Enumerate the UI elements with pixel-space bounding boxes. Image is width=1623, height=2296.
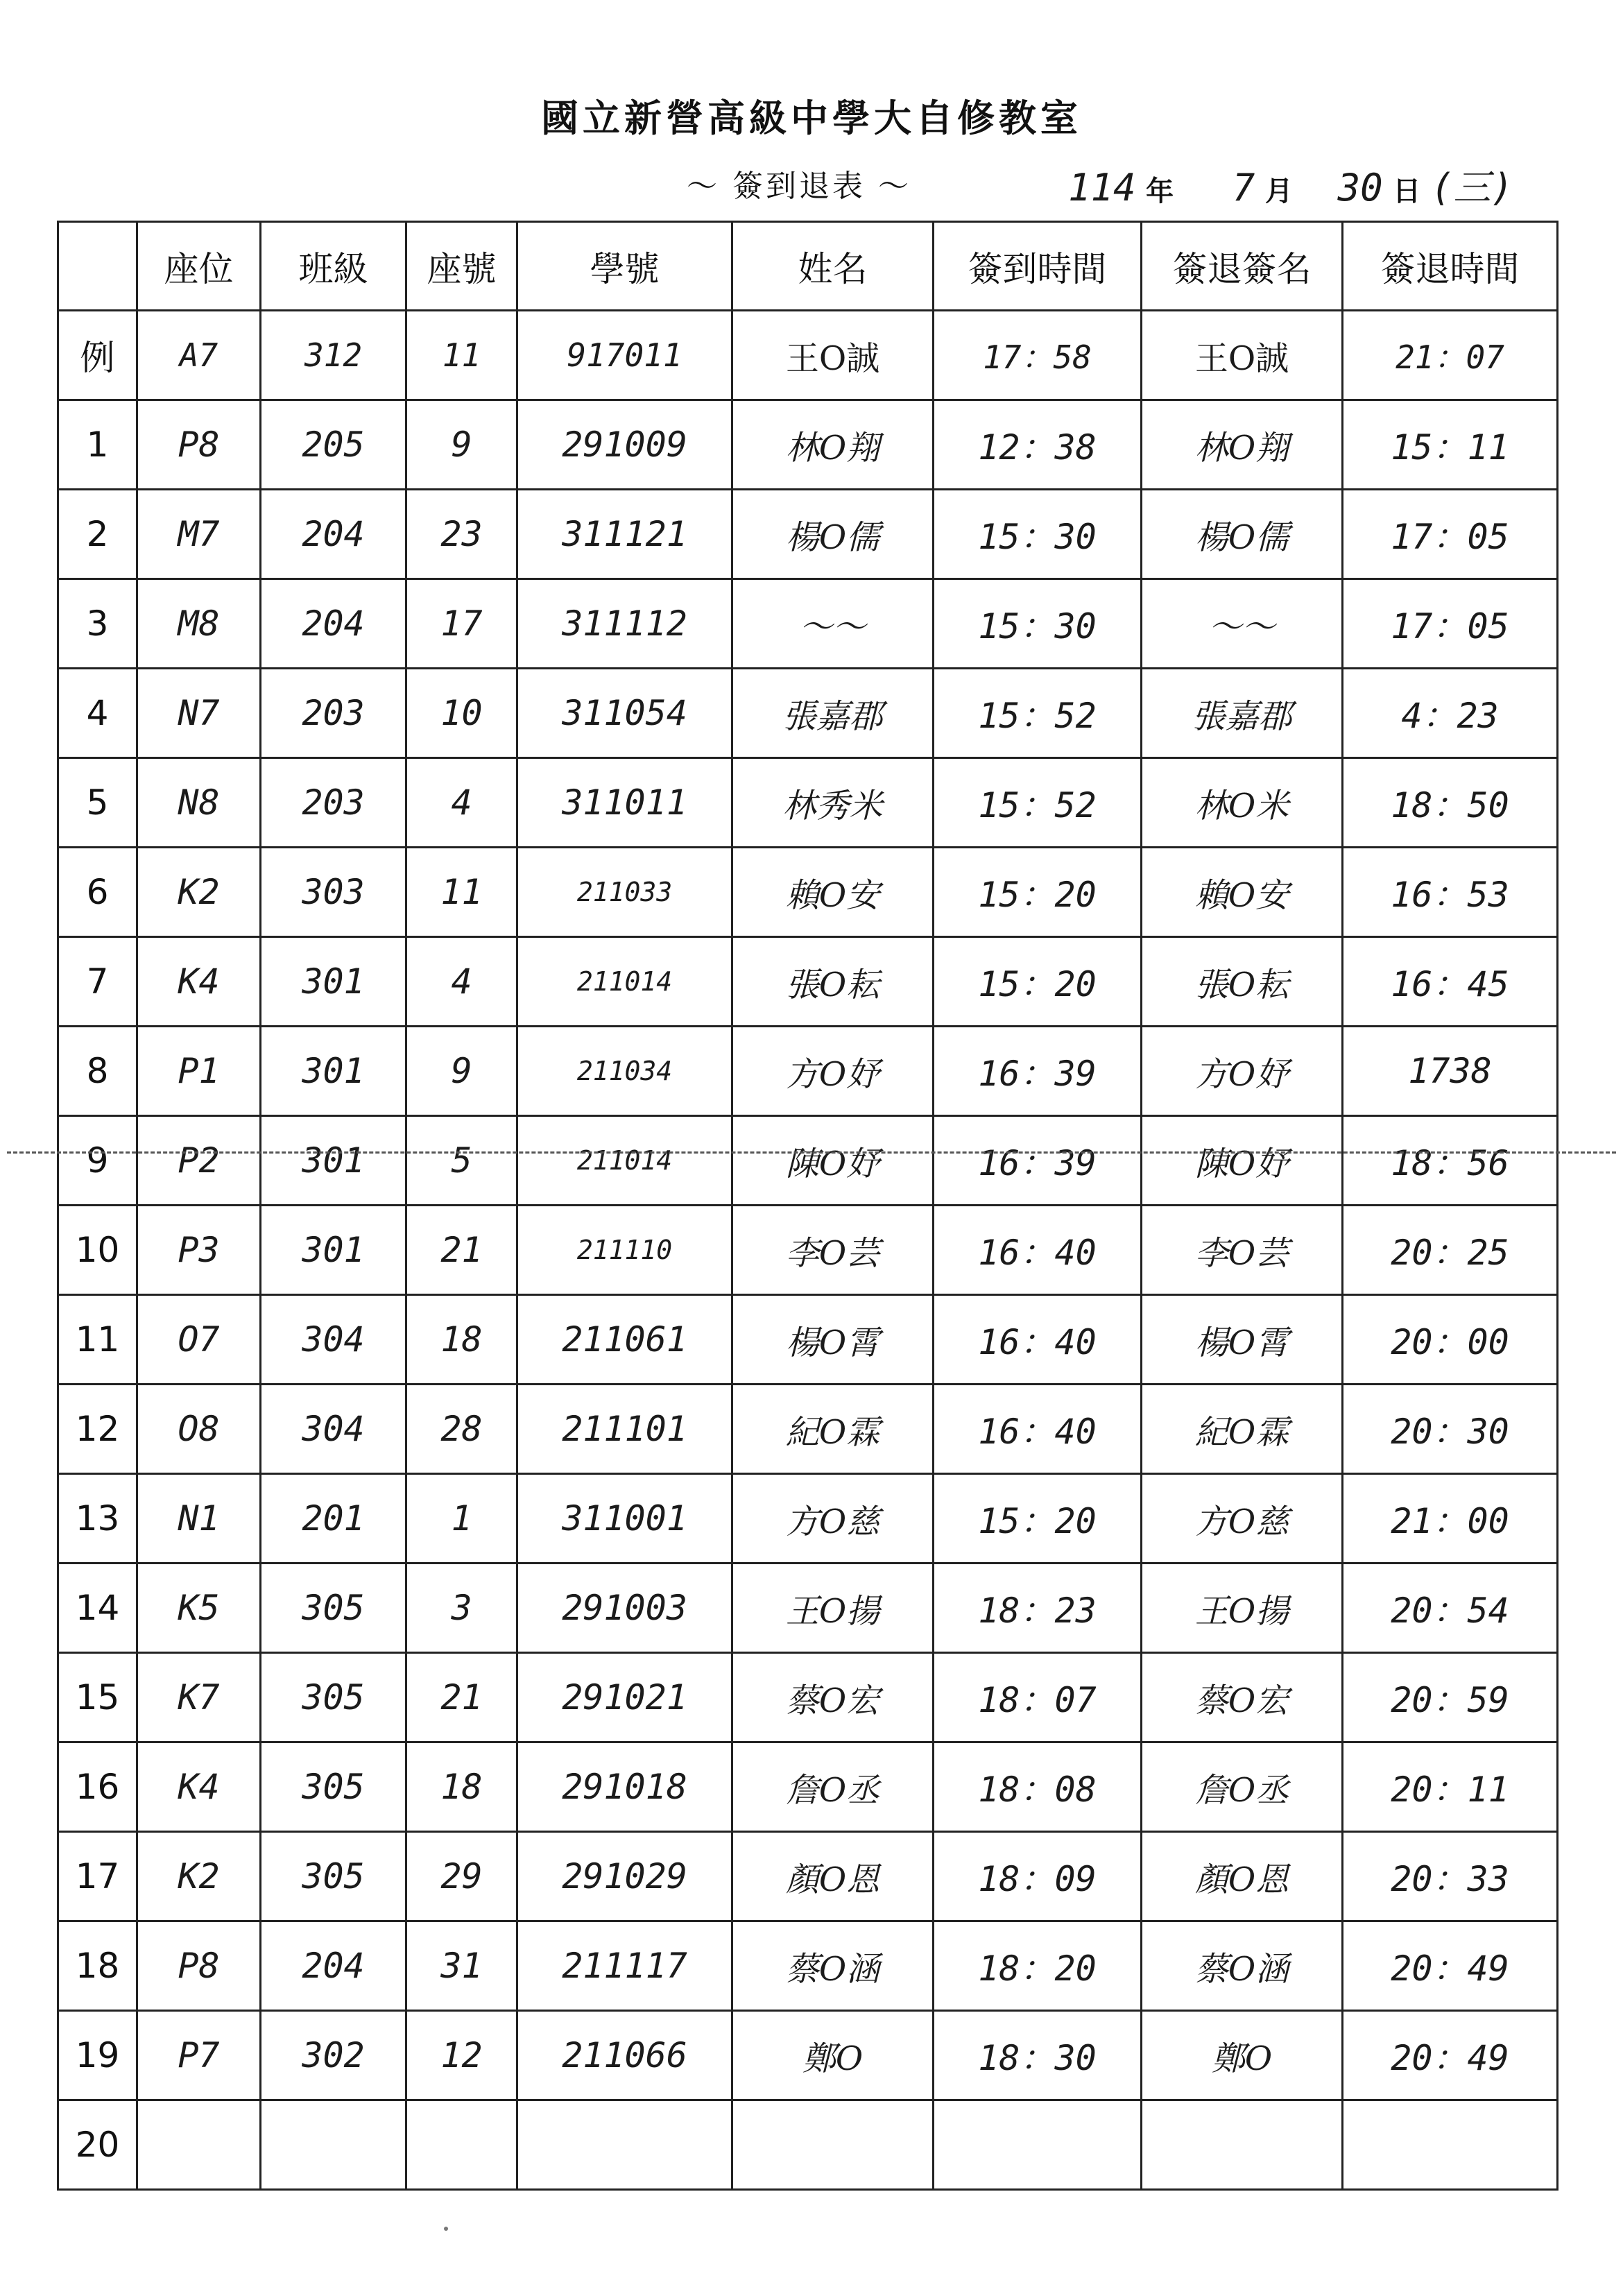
row-student-id: 211066 [517, 2011, 732, 2100]
row-seat: P7 [137, 2011, 261, 2100]
row-name: 張O耘 [732, 937, 934, 1027]
row-sign-out-time [1343, 2100, 1558, 2190]
row-name: 蔡O涵 [732, 1921, 934, 2011]
row-sign-in-time: 16：39 [934, 1116, 1142, 1206]
row-index: 18 [58, 1921, 137, 2011]
row-number: 28 [406, 1385, 517, 1474]
row-sign-out-name: 張O耘 [1142, 937, 1343, 1027]
row-sign-out-time: 20：54 [1343, 1563, 1558, 1653]
row-seat: P8 [137, 400, 261, 490]
row-sign-in-time: 15：20 [934, 848, 1142, 937]
row-sign-out-name: 蔡O宏 [1142, 1653, 1343, 1742]
row-class: 301 [261, 1116, 406, 1206]
date-year-unit: 年 [1146, 175, 1174, 207]
row-sign-out-name: 林O翔 [1142, 400, 1343, 490]
row-student-id: 211014 [517, 1116, 732, 1206]
row-seat: K4 [137, 1742, 261, 1832]
row-name: 方O慈 [732, 1474, 934, 1563]
row-class: 205 [261, 400, 406, 490]
row-seat: N7 [137, 669, 261, 758]
row-sign-in-time: 15：20 [934, 1474, 1142, 1563]
row-number: 21 [406, 1206, 517, 1295]
row-index: 20 [58, 2100, 137, 2190]
header-sign-out-time: 簽退時間 [1343, 222, 1558, 311]
row-number [406, 2100, 517, 2190]
table-row [58, 1295, 1558, 1385]
row-name: 張嘉郡 [732, 669, 934, 758]
row-sign-out-name: 鄭O [1142, 2011, 1343, 2100]
row-class: 201 [261, 1474, 406, 1563]
row-student-id: 211101 [517, 1385, 732, 1474]
row-index: 1 [58, 400, 137, 490]
row-seat: K7 [137, 1653, 261, 1742]
sheet-subtitle: ～ 簽到退表 ～ [687, 169, 911, 204]
row-sign-in-time: 18：30 [934, 2011, 1142, 2100]
row-student-id: 311121 [517, 490, 732, 579]
row-sign-out-name [1142, 2100, 1343, 2190]
row-seat: O8 [137, 1385, 261, 1474]
table-row [58, 1653, 1558, 1742]
row-sign-out-name: 方O慈 [1142, 1474, 1343, 1563]
row-student-id: 311112 [517, 579, 732, 669]
row-sign-out-name: 紀O霖 [1142, 1385, 1343, 1474]
header-sign-in-time: 簽到時間 [934, 222, 1142, 311]
table-row [58, 1116, 1558, 1206]
row-number: 3 [406, 1563, 517, 1653]
row-sign-in-time: 18：20 [934, 1921, 1142, 2011]
row-sign-out-name: 方O妤 [1142, 1027, 1343, 1116]
row-seat: K4 [137, 937, 261, 1027]
row-sign-out-time: 18：56 [1343, 1116, 1558, 1206]
row-sign-out-name: 蔡O涵 [1142, 1921, 1343, 2011]
row-name: 鄭O [732, 2011, 934, 2100]
row-class: 305 [261, 1563, 406, 1653]
row-sign-out-time: 20：33 [1343, 1832, 1558, 1921]
header-number: 座號 [406, 222, 517, 311]
row-sign-out-name: 楊O霄 [1142, 1295, 1343, 1385]
row-index: 8 [58, 1027, 137, 1116]
row-seat: P8 [137, 1921, 261, 2011]
row-number: 12 [406, 2011, 517, 2100]
row-sign-out-name: 張嘉郡 [1142, 669, 1343, 758]
row-seat: K2 [137, 1832, 261, 1921]
row-class: 305 [261, 1742, 406, 1832]
row-name: 楊O儒 [732, 490, 934, 579]
row-sign-out-time: 16：53 [1343, 848, 1558, 937]
example-name: 王O誠 [732, 311, 934, 400]
date-month-unit: 月 [1264, 175, 1293, 207]
row-class: 204 [261, 579, 406, 669]
row-class: 302 [261, 2011, 406, 2100]
row-student-id: 211014 [517, 937, 732, 1027]
table-row [58, 490, 1558, 579]
row-sign-out-name: 林O米 [1142, 758, 1343, 848]
table-row [58, 937, 1558, 1027]
row-sign-in-time: 15：52 [934, 758, 1142, 848]
row-number: 4 [406, 937, 517, 1027]
row-student-id [517, 2100, 732, 2190]
table-row [58, 1563, 1558, 1653]
row-sign-in-time: 16：39 [934, 1027, 1142, 1116]
row-name: 李O芸 [732, 1206, 934, 1295]
row-seat: P1 [137, 1027, 261, 1116]
row-sign-out-name: 李O芸 [1142, 1206, 1343, 1295]
header-seat: 座位 [137, 222, 261, 311]
row-sign-in-time: 18：07 [934, 1653, 1142, 1742]
row-number: 18 [406, 1295, 517, 1385]
row-name: 詹O丞 [732, 1742, 934, 1832]
row-index: 5 [58, 758, 137, 848]
row-sign-out-name: ～～ [1142, 579, 1343, 669]
table-row [58, 400, 1558, 490]
row-student-id: 311054 [517, 669, 732, 758]
row-sign-in-time: 16：40 [934, 1385, 1142, 1474]
row-class: 203 [261, 669, 406, 758]
table-row [58, 1742, 1558, 1832]
row-sign-out-time: 20：49 [1343, 1921, 1558, 2011]
table-row [58, 2100, 1558, 2190]
row-index: 19 [58, 2011, 137, 2100]
header-row [58, 222, 1558, 311]
row-name: 王O揚 [732, 1563, 934, 1653]
row-index: 9 [58, 1116, 137, 1206]
row-sign-out-time: 17：05 [1343, 579, 1558, 669]
row-number: 9 [406, 400, 517, 490]
row-sign-in-time: 18：23 [934, 1563, 1142, 1653]
row-index: 17 [58, 1832, 137, 1921]
row-student-id: 211061 [517, 1295, 732, 1385]
row-number: 23 [406, 490, 517, 579]
row-index: 6 [58, 848, 137, 937]
row-name: 蔡O宏 [732, 1653, 934, 1742]
row-sign-out-time: 20：25 [1343, 1206, 1558, 1295]
row-name: 顏O恩 [732, 1832, 934, 1921]
row-sign-in-time: 16：40 [934, 1206, 1142, 1295]
row-sign-out-time: 1738 [1343, 1027, 1558, 1116]
example-class: 312 [261, 311, 406, 400]
row-number: 11 [406, 848, 517, 937]
row-sign-in-time [934, 2100, 1142, 2190]
row-class: 204 [261, 490, 406, 579]
row-index: 10 [58, 1206, 137, 1295]
row-sign-out-name: 王O揚 [1142, 1563, 1343, 1653]
example-student-id: 917011 [517, 311, 732, 400]
row-seat [137, 2100, 261, 2190]
row-number: 9 [406, 1027, 517, 1116]
row-sign-out-time: 15：11 [1343, 400, 1558, 490]
example-sign-in-time: 17：58 [934, 311, 1142, 400]
date-month: 7 [1232, 166, 1255, 209]
row-seat: M7 [137, 490, 261, 579]
row-number: 10 [406, 669, 517, 758]
row-name: 陳O妤 [732, 1116, 934, 1206]
header-student-id: 學號 [517, 222, 732, 311]
row-number: 29 [406, 1832, 517, 1921]
row-index: 15 [58, 1653, 137, 1742]
row-sign-in-time: 15：30 [934, 490, 1142, 579]
row-index: 13 [58, 1474, 137, 1563]
row-sign-out-name: 詹O丞 [1142, 1742, 1343, 1832]
sign-in-out-table [57, 221, 1558, 2191]
row-class [261, 2100, 406, 2190]
row-seat: N1 [137, 1474, 261, 1563]
example-label: 例 [58, 311, 137, 400]
date-line [1068, 158, 1595, 212]
row-sign-out-name: 賴O安 [1142, 848, 1343, 937]
row-seat: N8 [137, 758, 261, 848]
row-sign-out-name: 顏O恩 [1142, 1832, 1343, 1921]
table-row [58, 758, 1558, 848]
row-name [732, 2100, 934, 2190]
row-index: 3 [58, 579, 137, 669]
row-sign-out-time: 20：49 [1343, 2011, 1558, 2100]
row-student-id: 291003 [517, 1563, 732, 1653]
date-weekday: (三) [1430, 166, 1513, 209]
row-number: 1 [406, 1474, 517, 1563]
row-student-id: 211117 [517, 1921, 732, 2011]
row-number: 5 [406, 1116, 517, 1206]
table-row [58, 1921, 1558, 2011]
header-sign-out-name: 簽退簽名 [1142, 222, 1343, 311]
sheet-title: 國立新營高級中學大自修教室 [541, 96, 1082, 140]
example-sign-out-time: 21：07 [1343, 311, 1558, 400]
row-sign-out-time: 18：50 [1343, 758, 1558, 848]
row-sign-in-time: 18：09 [934, 1832, 1142, 1921]
row-index: 12 [58, 1385, 137, 1474]
row-name: 林秀米 [732, 758, 934, 848]
table-row [58, 579, 1558, 669]
row-index: 4 [58, 669, 137, 758]
row-student-id: 211110 [517, 1206, 732, 1295]
row-class: 304 [261, 1295, 406, 1385]
row-class: 303 [261, 848, 406, 937]
row-name: 林O翔 [732, 400, 934, 490]
row-index: 11 [58, 1295, 137, 1385]
row-sign-out-time: 20：00 [1343, 1295, 1558, 1385]
row-seat: M8 [137, 579, 261, 669]
table-row [58, 1832, 1558, 1921]
date-day: 30 [1337, 166, 1383, 209]
example-sign-out-name: 王O誠 [1142, 311, 1343, 400]
row-sign-in-time: 16：40 [934, 1295, 1142, 1385]
row-sign-in-time: 15：52 [934, 669, 1142, 758]
table-row [58, 1385, 1558, 1474]
scan-speck [444, 2227, 448, 2231]
row-sign-in-time: 12：38 [934, 400, 1142, 490]
row-index: 2 [58, 490, 137, 579]
row-student-id: 311001 [517, 1474, 732, 1563]
table-row [58, 2011, 1558, 2100]
row-class: 305 [261, 1653, 406, 1742]
table-row [58, 669, 1558, 758]
row-seat: K5 [137, 1563, 261, 1653]
row-number: 18 [406, 1742, 517, 1832]
row-seat: O7 [137, 1295, 261, 1385]
table-row [58, 1027, 1558, 1116]
row-sign-in-time: 15：30 [934, 579, 1142, 669]
row-sign-out-time: 20：11 [1343, 1742, 1558, 1832]
row-sign-in-time: 15：20 [934, 937, 1142, 1027]
row-student-id: 291021 [517, 1653, 732, 1742]
row-class: 304 [261, 1385, 406, 1474]
row-student-id: 291018 [517, 1742, 732, 1832]
row-sign-out-time: 16：45 [1343, 937, 1558, 1027]
row-number: 17 [406, 579, 517, 669]
row-class: 203 [261, 758, 406, 848]
row-sign-out-time: 21：00 [1343, 1474, 1558, 1563]
table-row [58, 1474, 1558, 1563]
table-row [58, 1206, 1558, 1295]
row-name: 方O妤 [732, 1027, 934, 1116]
example-number: 11 [406, 311, 517, 400]
row-name: 紀O霖 [732, 1385, 934, 1474]
row-number: 4 [406, 758, 517, 848]
row-class: 301 [261, 1027, 406, 1116]
row-student-id: 291009 [517, 400, 732, 490]
row-name: 賴O安 [732, 848, 934, 937]
row-sign-out-time: 17：05 [1343, 490, 1558, 579]
row-index: 7 [58, 937, 137, 1027]
example-seat: A7 [137, 311, 261, 400]
row-class: 305 [261, 1832, 406, 1921]
row-class: 301 [261, 1206, 406, 1295]
row-sign-out-name: 陳O妤 [1142, 1116, 1343, 1206]
row-sign-out-name: 楊O儒 [1142, 490, 1343, 579]
row-sign-out-time: 20：30 [1343, 1385, 1558, 1474]
row-class: 204 [261, 1921, 406, 2011]
date-year: 114 [1068, 166, 1136, 209]
table-row [58, 848, 1558, 937]
row-sign-out-time: 4：23 [1343, 669, 1558, 758]
row-student-id: 211034 [517, 1027, 732, 1116]
row-sign-out-time: 20：59 [1343, 1653, 1558, 1742]
row-number: 21 [406, 1653, 517, 1742]
example-row [58, 311, 1558, 400]
row-name: ～～ [732, 579, 934, 669]
row-student-id: 291029 [517, 1832, 732, 1921]
row-student-id: 211033 [517, 848, 732, 937]
row-seat: K2 [137, 848, 261, 937]
row-seat: P2 [137, 1116, 261, 1206]
row-sign-in-time: 18：08 [934, 1742, 1142, 1832]
row-seat: P3 [137, 1206, 261, 1295]
header-index [58, 222, 137, 311]
row-number: 31 [406, 1921, 517, 2011]
row-class: 301 [261, 937, 406, 1027]
row-index: 14 [58, 1563, 137, 1653]
row-name: 楊O霄 [732, 1295, 934, 1385]
date-day-unit: 日 [1393, 175, 1421, 207]
header-name: 姓名 [732, 222, 934, 311]
row-student-id: 311011 [517, 758, 732, 848]
header-class: 班級 [261, 222, 406, 311]
row-index: 16 [58, 1742, 137, 1832]
